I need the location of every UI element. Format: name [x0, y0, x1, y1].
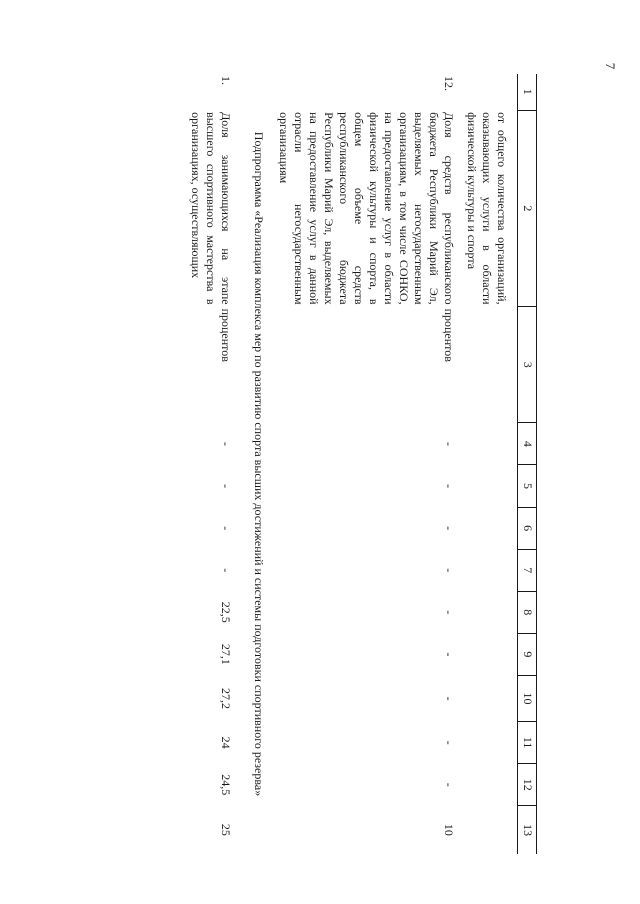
value-cell: [464, 549, 518, 591]
col-head-8: 8: [518, 591, 537, 633]
value-cell: -: [442, 740, 456, 745]
value-cell: -: [219, 526, 233, 531]
value-cell: -: [219, 568, 233, 573]
row-number: 12.: [442, 76, 456, 91]
value-cell: 24,5: [219, 774, 233, 796]
col-head-2: 2: [518, 110, 537, 307]
page-number: 7: [603, 62, 618, 70]
indicators-table: [188, 74, 537, 854]
col-head-7: 7: [518, 549, 537, 591]
value-cell: [464, 423, 518, 465]
value-cell: [464, 722, 518, 764]
indicator-name: Доля средств республиканского бюджета Республики Марий Эл, выделяемых негосударственным организациям, в том числе СОНКО, на предоставление услуг в области физической культуры и спорта, в общем объеме средств республиканского бюджета Республики Марий Эл, выделяемых на предоставление услуг в данной отрасли негосударственным организациям: [277, 112, 456, 305]
value-cell: [464, 591, 518, 633]
indicator-name: от общего количества организаций, оказывающих услуги в области физической культуры и спорта: [465, 112, 509, 305]
unit-cell: процентов: [442, 308, 456, 362]
value-cell: [464, 633, 518, 675]
col-head-9: 9: [518, 633, 537, 675]
value-cell: -: [442, 441, 456, 446]
col-head-11: 11: [518, 722, 537, 764]
value-cell: 22,5: [219, 601, 233, 623]
value-cell: -: [442, 526, 456, 531]
subprogram-heading-row: [241, 74, 276, 854]
unit-cell: процентов: [219, 308, 233, 362]
value-cell: [464, 465, 518, 507]
value-cell: -: [442, 568, 456, 573]
table-row-1: [188, 74, 241, 854]
table-row-12: [276, 74, 464, 854]
value-cell: -: [442, 484, 456, 489]
value-cell: [464, 507, 518, 549]
col-head-13: 13: [518, 806, 537, 854]
col-head-5: 5: [518, 465, 537, 507]
column-number-header: [518, 74, 537, 854]
value-cell: 27,2: [219, 687, 233, 709]
value-cell: -: [219, 441, 233, 446]
col-head-4: 4: [518, 423, 537, 465]
table-row-continuation: [464, 74, 518, 854]
landscape-table-container: [93, 74, 537, 854]
value-cell: [464, 675, 518, 721]
value-cell: -: [219, 484, 233, 489]
col-head-10: 10: [518, 675, 537, 721]
col-head-12: 12: [518, 764, 537, 806]
value-cell: -: [442, 782, 456, 787]
value-cell: 25: [219, 823, 233, 836]
value-cell: [464, 806, 518, 854]
value-cell: -: [442, 652, 456, 657]
value-cell: 24: [219, 736, 233, 749]
unit-cell: [464, 307, 518, 423]
indicator-name: Доля занимающихся на этапе высшего спортивного мастерства в организациях, осуществляющих: [189, 112, 233, 305]
row-number: [464, 74, 518, 110]
value-cell: [464, 764, 518, 806]
col-head-6: 6: [518, 507, 537, 549]
value-cell: 10: [442, 823, 456, 836]
subprogram-heading: Подпрограмма «Реализация комплекса мер по развитию спорта высших достижений и системы подготовки спортивного резерва»: [252, 131, 266, 797]
value-cell: 27,1: [219, 643, 233, 665]
col-head-3: 3: [518, 307, 537, 423]
value-cell: -: [442, 610, 456, 615]
col-head-1: 1: [518, 74, 537, 110]
row-number: 1.: [219, 76, 233, 85]
value-cell: -: [442, 696, 456, 701]
